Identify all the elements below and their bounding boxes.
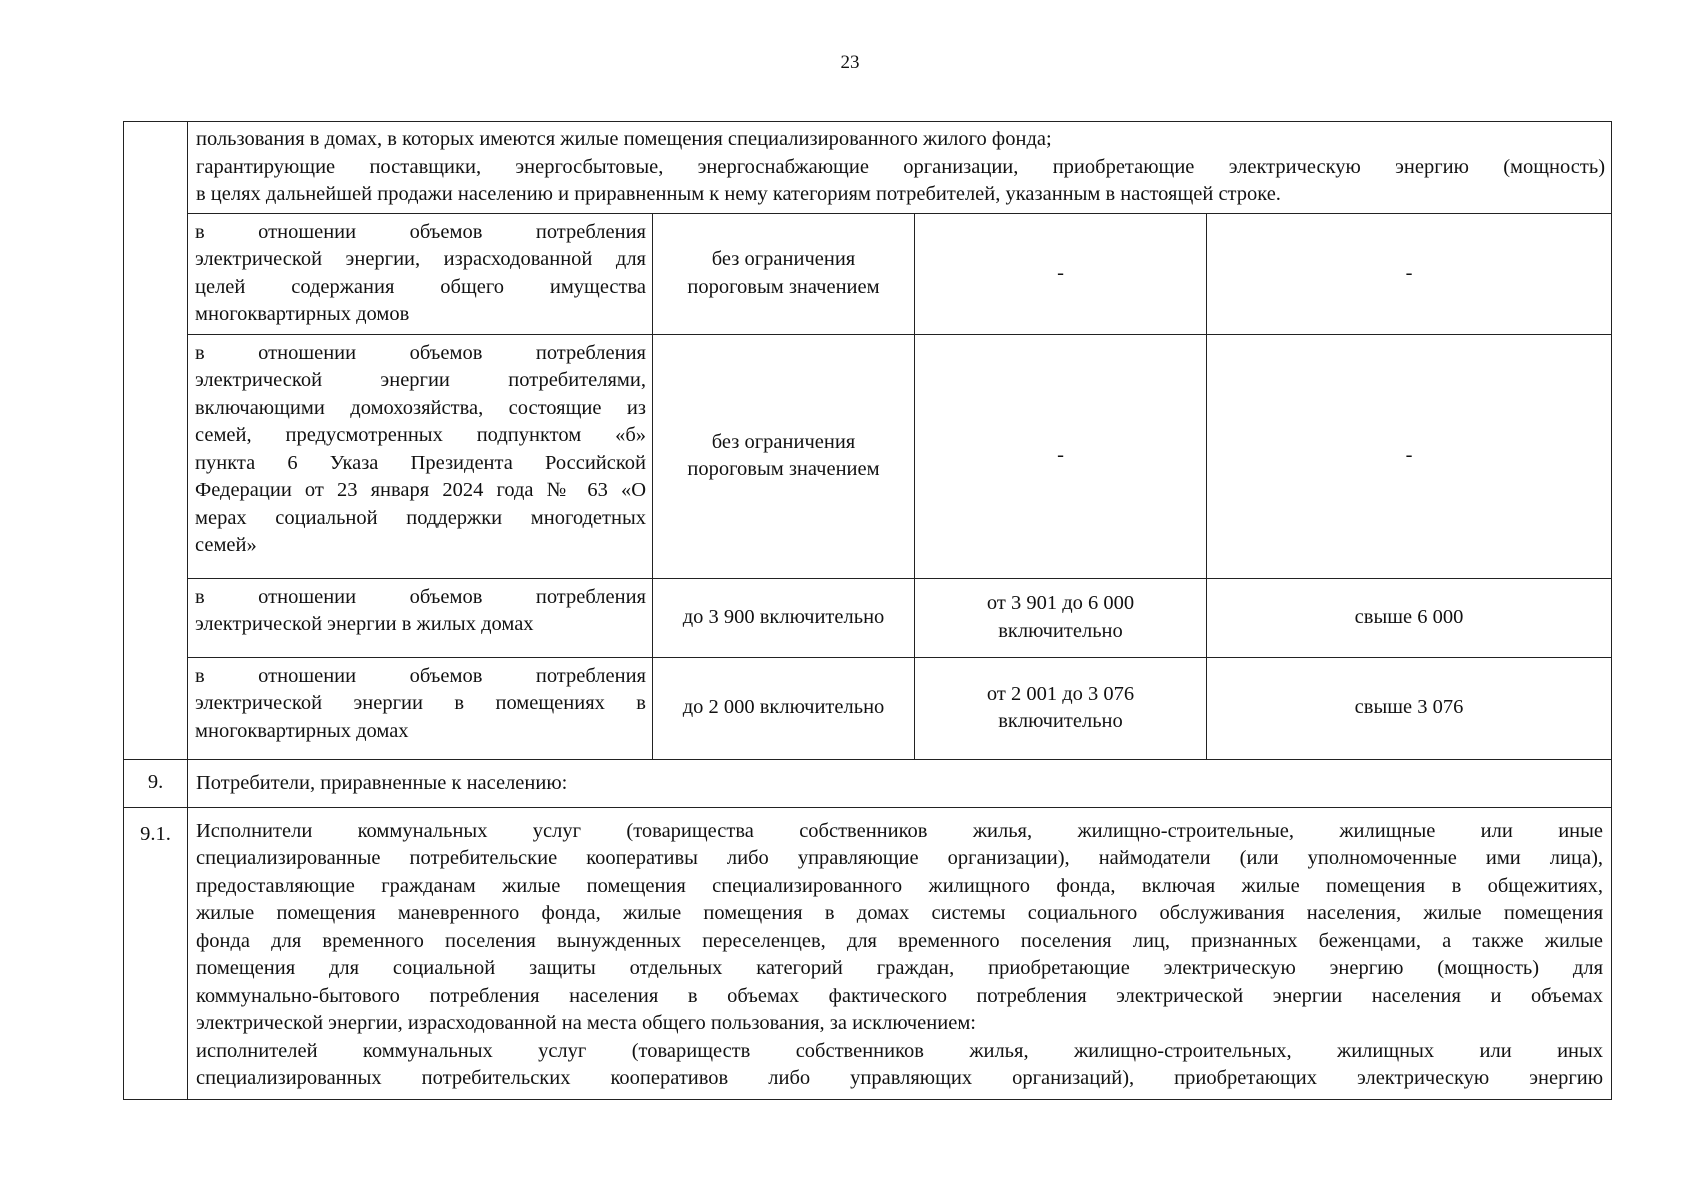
text-line: многоквартирных домах: [195, 719, 409, 742]
threshold-mid-cell: [915, 657, 1207, 759]
text-line: жилые помещения маневренного фонда, жилые помещения в домах системы социального обслуживания населения, жилые помещения: [196, 902, 1604, 924]
text-line: электрической энергии, израсходованной для: [195, 248, 646, 270]
text-line: исполнителей коммунальных услуг (товариществ собственников жилья, жилищно-строительных, жилищных или иных: [196, 1039, 1604, 1062]
threshold-low-cell: [653, 213, 915, 334]
text-line: Исполнители коммунальных услуг (товарищества собственников жилья, жилищно-строительные, жилищные или иные: [196, 819, 1604, 842]
cell-text: свыше 6 000: [1354, 605, 1464, 628]
cell-text: -: [1057, 444, 1064, 467]
threshold-high-cell: [1207, 578, 1612, 657]
cell-text: без ограничения: [711, 430, 856, 453]
cell-text: от 3 901 до 6 000: [986, 592, 1135, 614]
threshold-high-cell: [1207, 213, 1612, 334]
page-number: 23: [840, 52, 860, 73]
text-line: включающими домохозяйства, состоящие из: [195, 396, 646, 419]
cell-text: до 3 900 включительно: [682, 605, 885, 628]
cell-text: -: [1405, 444, 1413, 467]
text-line: семей, предусмотренных подпунктом «б»: [195, 424, 646, 446]
row-9-1-text: [188, 807, 1612, 1099]
row-number: 9.1.: [124, 807, 188, 1099]
cell-text: до 2 000 включительно: [682, 696, 885, 719]
threshold-mid-cell: [915, 213, 1207, 334]
text-line: в отношении объемов потребления: [195, 585, 646, 608]
description-cell: [188, 578, 653, 657]
table-row-9-1: [124, 807, 1612, 1099]
threshold-low-cell: [653, 657, 915, 759]
text-line: фонда для временного поселения вынужденных переселенцев, для временного поселения лиц, признанных беженцами, а также жилые: [196, 929, 1604, 952]
row-number: 9.: [124, 759, 188, 807]
description-cell: [188, 213, 653, 334]
row-9-text: Потребители, приравненные к населению:: [188, 759, 1612, 807]
table-row: [124, 334, 1612, 578]
threshold-mid-cell: [915, 334, 1207, 578]
text-line: помещения для социальной защиты отдельных категорий граждан, приобретающие электрическую энергию (мощность) для: [196, 957, 1604, 979]
text-line: специализированных потребительских кооперативов либо управляющих организаций), приобретающих электрическую энергию: [196, 1067, 1604, 1089]
table-row: [124, 213, 1612, 334]
cell-text: пороговым значением: [687, 275, 880, 298]
text-line: семей»: [195, 534, 257, 556]
table-row-continuation: [124, 122, 1612, 214]
table-row: [124, 657, 1612, 759]
cell-text: -: [1405, 261, 1413, 284]
text-line: в отношении объемов потребления: [195, 220, 646, 243]
table-row-9: [124, 759, 1612, 807]
threshold-high-cell: [1207, 657, 1612, 759]
text-line: гарантирующие поставщики, энергосбытовые, энергоснабжающие организации, приобретающие электрическую энергию (мощность): [196, 155, 1606, 178]
text-line: в отношении объемов потребления: [195, 341, 646, 364]
cell-text: включительно: [998, 619, 1123, 642]
table-row: [124, 578, 1612, 657]
threshold-low-cell: [653, 334, 915, 578]
text-line: многоквартирных домов: [195, 303, 410, 325]
threshold-low-cell: [653, 578, 915, 657]
text-line: пользования в домах, в которых имеются жилые помещения специализированного жилого фонда;: [196, 128, 1052, 150]
text-line: специализированные потребительские кооперативы либо управляющие организации), наймодатели (или уполномоченные ими лица),: [196, 847, 1604, 869]
text-line: в целях дальнейшей продажи населению и приравненным к нему категориям потребителей, указанным в настоящей строке.: [196, 183, 1281, 205]
text-line: электрической энергии в помещениях в: [195, 692, 646, 714]
threshold-mid-cell: [915, 578, 1207, 657]
cell-text: пороговым значением: [687, 458, 880, 480]
cell-text: -: [1057, 261, 1064, 284]
threshold-high-cell: [1207, 334, 1612, 578]
description-cell: [188, 334, 653, 578]
text-line: электрической энергии, израсходованной на места общего пользования, за исключением:: [196, 1012, 976, 1034]
text-line: электрической энергии потребителями,: [195, 369, 646, 391]
text-line: пункта 6 Указа Президента Российской: [195, 451, 646, 474]
tariff-table: [123, 121, 1612, 1100]
number-cell-empty: [124, 122, 188, 760]
cell-text: без ограничения: [711, 248, 856, 270]
text-line: в отношении объемов потребления: [195, 664, 646, 687]
continuation-text-cell: [188, 122, 1612, 214]
cell-text: включительно: [998, 710, 1123, 732]
text-line: мерах социальной поддержки многодетных: [195, 506, 646, 529]
text-line: коммунально-бытового потребления населения в объемах фактического потребления электрической энергии населения и объемах: [196, 984, 1604, 1007]
text-line: предоставляющие гражданам жилые помещения специализированного жилищного фонда, включая жилые помещения в общежитиях,: [196, 874, 1604, 897]
text-line: целей содержания общего имущества: [195, 275, 646, 298]
description-cell: [188, 657, 653, 759]
text-line: электрической энергии в жилых домах: [195, 613, 534, 635]
cell-text: свыше 3 076: [1354, 696, 1464, 719]
cell-text: от 2 001 до 3 076: [986, 682, 1135, 705]
text-line: Федерации от 23 января 2024 года № 63 «О: [195, 479, 646, 501]
